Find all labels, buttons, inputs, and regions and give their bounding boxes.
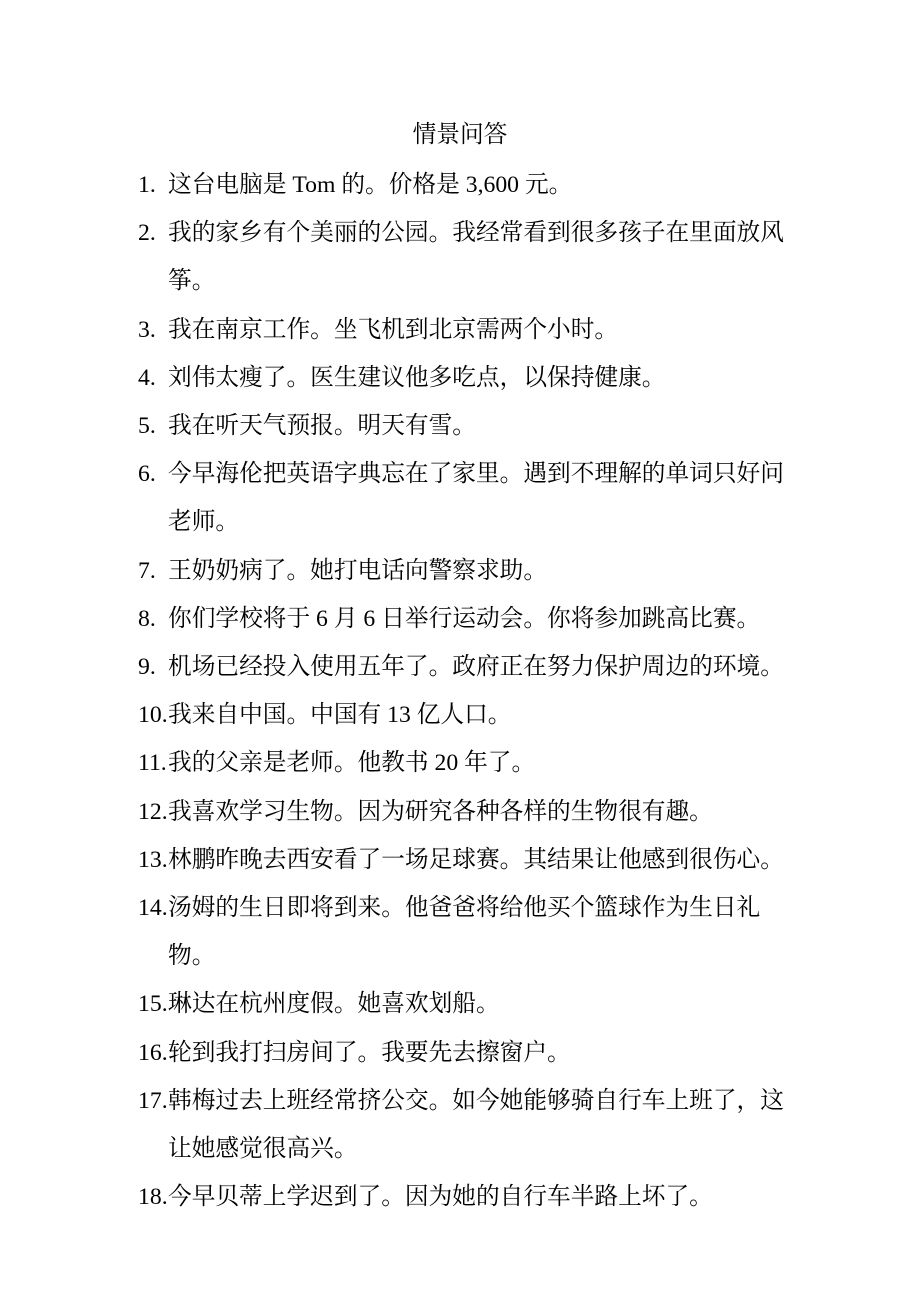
item-number: 2. (138, 220, 156, 247)
item-text: 我的父亲是老师。他教书 20 年了。 (168, 750, 536, 777)
item-number: 11. (138, 750, 167, 777)
item-number: 9. (138, 654, 156, 681)
list-item (138, 739, 788, 787)
list-item (138, 161, 788, 209)
item-number: 16. (138, 1039, 168, 1066)
list-item (138, 547, 788, 595)
list-item (138, 691, 788, 739)
item-text: 这台电脑是 Tom 的。价格是 3,600 元。 (168, 172, 573, 198)
item-text: 机场已经投入使用五年了。政府正在努力保护周边的环境。 (168, 654, 784, 681)
item-text: 我来自中国。中国有 13 亿人口。 (168, 702, 512, 729)
list-item (138, 1173, 788, 1221)
document-title: 情景问答 (412, 122, 508, 148)
item-text: 今早贝蒂上学迟到了。因为她的自行车半路上坏了。 (168, 1184, 713, 1211)
item-text: 你们学校将于 6 月 6 日举行运动会。你将参加跳高比赛。 (168, 605, 761, 632)
item-text: 刘伟太瘦了。医生建议他多吃点，以保持健康。 (168, 364, 666, 391)
item-text: 轮到我打扫房间了。我要先去擦窗户。 (168, 1039, 571, 1066)
list-item (138, 450, 788, 546)
item-text: 我的家乡有个美丽的公园。我经常看到很多孩子在里面放风筝。 (168, 220, 784, 295)
item-number: 1. (138, 172, 156, 198)
list-item (138, 788, 788, 836)
list-item (138, 306, 788, 354)
item-number: 18. (138, 1184, 168, 1211)
item-text: 琳达在杭州度假。她喜欢划船。 (168, 991, 500, 1018)
item-number: 15. (138, 991, 168, 1018)
item-number: 14. (138, 895, 168, 922)
list-item (138, 836, 788, 884)
item-text: 汤姆的生日即将到来。他爸爸将给他买个篮球作为生日礼物。 (168, 895, 761, 970)
item-text: 林鹏昨晚去西安看了一场足球赛。其结果让他感到很伤心。 (168, 846, 784, 873)
item-number: 13. (138, 846, 168, 873)
item-number: 17. (138, 1087, 168, 1114)
list-item (138, 884, 788, 980)
item-text: 王奶奶病了。她打电话向警察求助。 (168, 557, 548, 584)
item-number: 6. (138, 461, 156, 488)
list-item (138, 643, 788, 691)
list-item (138, 595, 788, 643)
list-item (138, 402, 788, 450)
list-item (138, 1077, 788, 1173)
list-item (138, 1029, 788, 1077)
item-text: 韩梅过去上班经常挤公交。如今她能够骑自行车上班了，这让她感觉很高兴。 (168, 1087, 784, 1163)
item-text: 我在南京工作。坐飞机到北京需两个小时。 (168, 316, 619, 343)
item-number: 7. (138, 557, 156, 584)
item-text: 我喜欢学习生物。因为研究各种各样的生物很有趣。 (168, 798, 713, 825)
item-text: 今早海伦把英语字典忘在了家里。遇到不理解的单词只好问老师。 (168, 461, 784, 536)
item-number: 3. (138, 316, 156, 343)
item-text: 我在听天气预报。明天有雪。 (168, 413, 476, 440)
item-number: 12. (138, 798, 168, 825)
list-item (138, 354, 788, 402)
item-number: 8. (138, 605, 156, 632)
item-number: 5. (138, 413, 156, 440)
question-list (138, 161, 788, 1221)
list-item (138, 209, 788, 305)
item-number: 4. (138, 364, 156, 391)
list-item (138, 980, 788, 1028)
item-number: 10. (138, 702, 168, 729)
